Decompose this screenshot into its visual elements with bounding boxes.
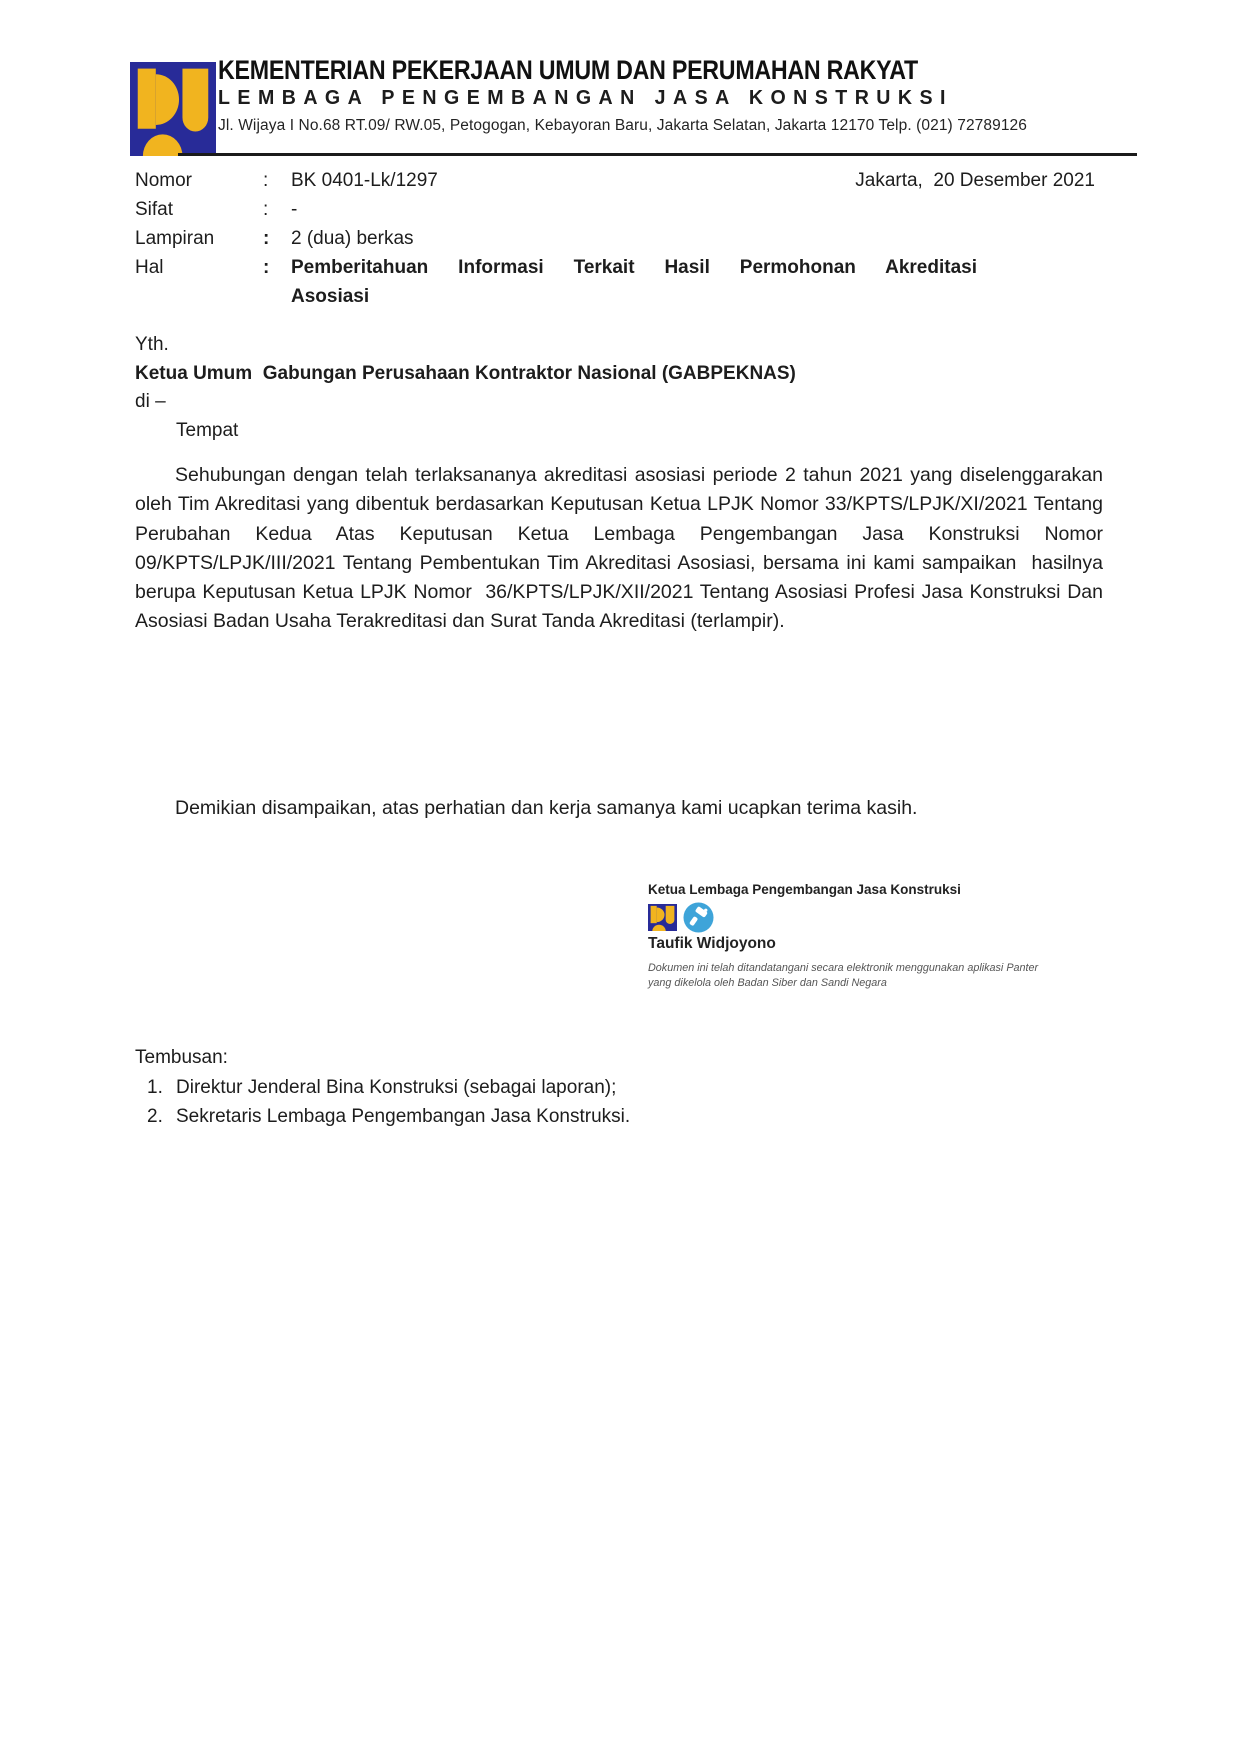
signer-title: Ketua Lembaga Pengembangan Jasa Konstruksi bbox=[648, 882, 961, 897]
recipient-block bbox=[135, 331, 796, 445]
recipient-place: Tempat bbox=[176, 419, 239, 441]
esign-disclaimer bbox=[648, 961, 1038, 990]
nomor-value: BK 0401-Lk/1297 bbox=[291, 170, 438, 191]
tembusan-item-number: 1. bbox=[147, 1076, 163, 1098]
signature-logos bbox=[648, 901, 1038, 933]
hal-subject-line2: Asosiasi bbox=[291, 286, 370, 307]
meta-row-lampiran bbox=[135, 224, 977, 253]
city-dateline: Jakarta, 20 Desember 2021 bbox=[855, 170, 1095, 191]
hal-colon: : bbox=[263, 257, 270, 278]
nomor-label: Nomor bbox=[135, 170, 193, 191]
hal-subject-line1: Pemberitahuan Informasi Terkait Hasil Permohonan Akreditasi bbox=[291, 257, 977, 278]
meta-row-nomor bbox=[135, 166, 977, 195]
hal-value bbox=[291, 253, 977, 311]
letterhead-divider bbox=[178, 153, 1137, 156]
signature-block bbox=[648, 882, 1038, 990]
body-paragraph-closing: Demikian disampaikan, atas perhatian dan kerja samanya kami ucapkan terima kasih. bbox=[175, 797, 918, 819]
letter-meta-block bbox=[135, 166, 977, 311]
tembusan-item-text: Direktur Jenderal Bina Konstruksi (sebagai laporan); bbox=[176, 1076, 617, 1098]
esign-disclaimer-line1: Dokumen ini telah ditandatangani secara elektronik menggunakan aplikasi Panter bbox=[648, 962, 1039, 974]
recipient-salutation: Yth. bbox=[135, 334, 169, 355]
letterhead-ministry-name: KEMENTERIAN PEKERJAAN UMUM DAN PERUMAHAN RAKYAT bbox=[218, 55, 918, 85]
lampiran-value: 2 (dua) berkas bbox=[291, 228, 414, 249]
tembusan-block bbox=[135, 1043, 630, 1132]
recipient-name: Ketua Umum Gabungan Perusahaan Kontraktor Nasional (GABPEKNAS) bbox=[135, 362, 796, 384]
nomor-colon: : bbox=[263, 170, 269, 191]
hal-label: Hal bbox=[135, 257, 164, 278]
lampiran-colon: : bbox=[263, 228, 270, 249]
tembusan-item bbox=[135, 1102, 630, 1132]
signer-name: Taufik Widjoyono bbox=[648, 935, 776, 952]
tembusan-title: Tembusan: bbox=[135, 1047, 228, 1068]
sifat-label: Sifat bbox=[135, 199, 174, 220]
recipient-di: di – bbox=[135, 391, 166, 413]
esign-stamp-icon bbox=[683, 902, 714, 933]
pu-logo-small-icon bbox=[648, 904, 677, 931]
meta-row-hal bbox=[135, 253, 977, 311]
tembusan-item-text: Sekretaris Lembaga Pengembangan Jasa Konstruksi. bbox=[176, 1106, 631, 1127]
tembusan-item bbox=[135, 1073, 630, 1103]
letterhead-address: Jl. Wijaya I No.68 RT.09/ RW.05, Petogogan, Kebayoran Baru, Jakarta Selatan, Jakarta 12170 Telp. (021) 72789126 bbox=[218, 117, 1027, 134]
lampiran-label: Lampiran bbox=[135, 228, 215, 249]
pu-ministry-logo-icon bbox=[130, 62, 216, 156]
sifat-value: - bbox=[291, 199, 298, 220]
meta-row-sifat bbox=[135, 195, 977, 224]
letterhead-agency-name: LEMBAGA PENGEMBANGAN JASA KONSTRUKSI bbox=[218, 87, 953, 109]
tembusan-item-number: 2. bbox=[147, 1106, 163, 1127]
esign-disclaimer-line2: yang dikelola oleh Badan Siber dan Sandi Negara bbox=[648, 976, 887, 989]
sifat-colon: : bbox=[263, 199, 269, 220]
body-paragraph-main: Sehubungan dengan telah terlaksananya akreditasi asosiasi periode 2 tahun 2021 yang diselenggarakan oleh Tim Akreditasi yang dibentuk berdasarkan Keputusan Ketua LPJK Nomor 33/KPTS/LPJK/XI/2021 Tentang Perubahan Kedua Atas Keputusan Ketua Lembaga Pengembangan Jasa Konstruksi Nomor 09/KPTS/LPJK/III/2021 Tentang Pembentukan Tim Akreditasi Asosiasi, bersama ini kami sampaikan hasilnya berupa Keputusan Ketua LPJK Nomor 36/KPTS/LPJK/XII/2021 Tentang Asosiasi Profesi Jasa Konstruksi Dan Asosiasi Badan Usaha Terakreditasi dan Surat Tanda Akreditasi (terlampir). bbox=[135, 464, 1109, 633]
